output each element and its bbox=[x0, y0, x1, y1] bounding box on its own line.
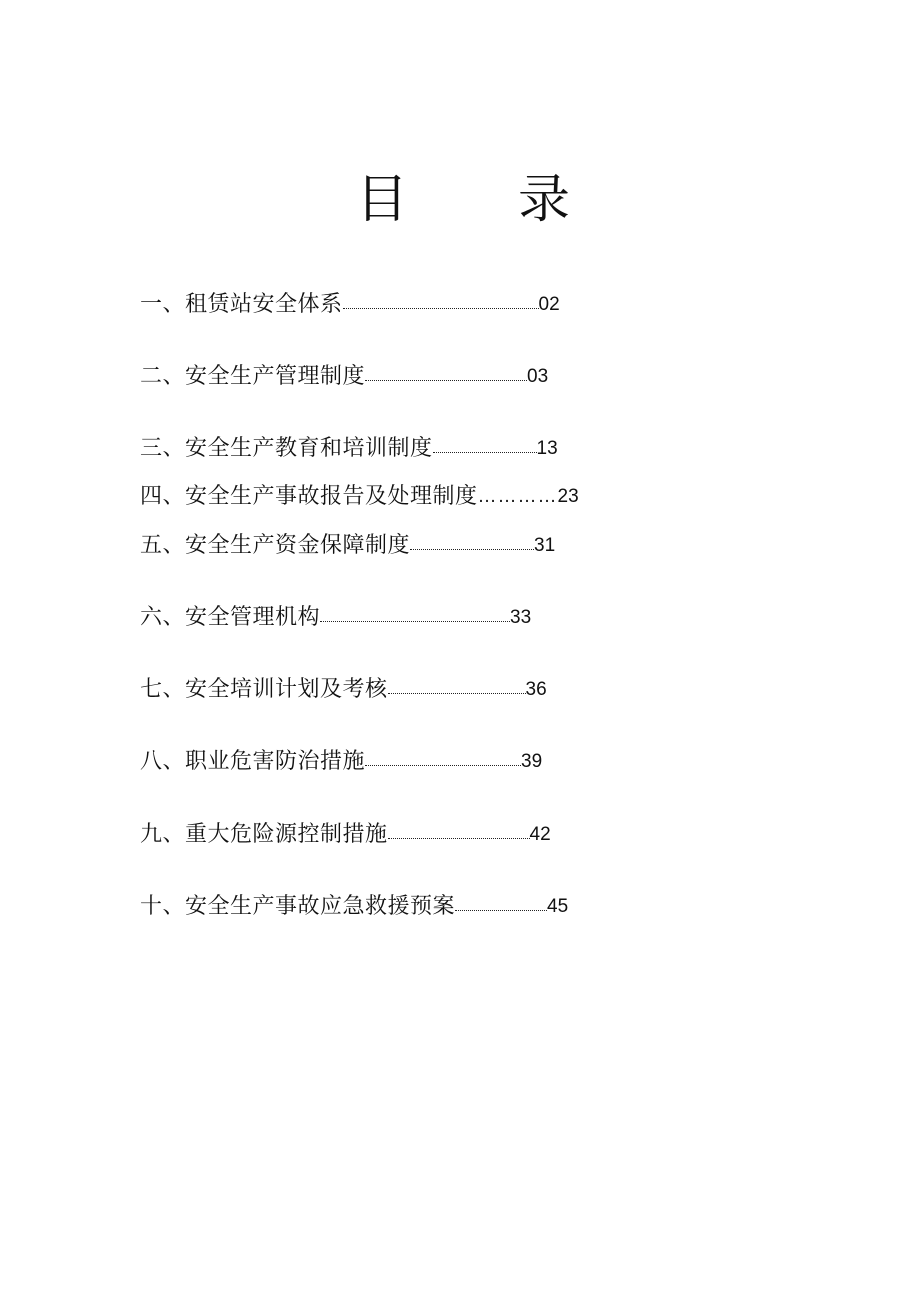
toc-page-number: 23 bbox=[557, 486, 579, 507]
toc-page-number: 36 bbox=[525, 679, 547, 700]
toc-dot-leader bbox=[388, 838, 530, 839]
toc-entry-label: 二、安全生产管理制度 bbox=[140, 364, 366, 389]
toc-dot-leader bbox=[388, 693, 526, 694]
toc-entry-label: 九、重大危险源控制措施 bbox=[140, 822, 388, 847]
toc-entry-6[interactable] bbox=[140, 603, 531, 633]
toc-dot-leader bbox=[455, 910, 547, 911]
toc-entry-3[interactable] bbox=[140, 434, 558, 464]
toc-page-number: 42 bbox=[529, 824, 551, 845]
toc-entry-label: 四、安全生产事故报告及处理制度 bbox=[140, 484, 478, 509]
page-title bbox=[0, 168, 920, 232]
toc-page-number: 39 bbox=[521, 751, 543, 772]
toc-page-number: 45 bbox=[547, 896, 569, 917]
toc-entry-label: 五、安全生产资金保障制度 bbox=[140, 533, 411, 558]
toc-entry-10[interactable] bbox=[140, 892, 568, 922]
toc-dot-leader bbox=[320, 621, 510, 622]
toc-entry-8[interactable] bbox=[140, 747, 542, 777]
toc-entry-9[interactable] bbox=[140, 820, 551, 850]
toc-page-number: 03 bbox=[527, 366, 549, 387]
toc-page-number: 31 bbox=[534, 535, 556, 556]
toc-entry-7[interactable] bbox=[140, 675, 547, 705]
title-char-2: 录 bbox=[518, 170, 571, 230]
title-char-1: 目 bbox=[356, 170, 409, 230]
toc-entry-label: 八、职业危害防治措施 bbox=[140, 749, 366, 774]
toc-entry-label: 一、租赁站安全体系 bbox=[140, 292, 343, 317]
toc-entry-label: 十、安全生产事故应急救援预案 bbox=[140, 894, 456, 919]
toc-entry-label: 七、安全培训计划及考核 bbox=[140, 677, 388, 702]
toc-dot-leader bbox=[365, 765, 521, 766]
toc-page-number: 33 bbox=[510, 607, 532, 628]
toc-dot-leader bbox=[365, 380, 527, 381]
toc-dot-leader bbox=[410, 549, 534, 550]
toc-entry-1[interactable] bbox=[140, 290, 560, 320]
toc-page-number: 02 bbox=[538, 294, 560, 315]
toc-ellipsis-leader: ………… bbox=[477, 486, 558, 507]
toc-dot-leader bbox=[343, 308, 539, 309]
toc-entry-2[interactable] bbox=[140, 362, 548, 392]
toc-page-number: 13 bbox=[536, 438, 558, 459]
toc-dot-leader bbox=[433, 452, 537, 453]
toc-entry-5[interactable] bbox=[140, 531, 555, 561]
toc-entry-label: 六、安全管理机构 bbox=[140, 605, 321, 630]
toc-entry-4[interactable] bbox=[140, 482, 579, 512]
toc-entry-label: 三、安全生产教育和培训制度 bbox=[140, 436, 433, 461]
